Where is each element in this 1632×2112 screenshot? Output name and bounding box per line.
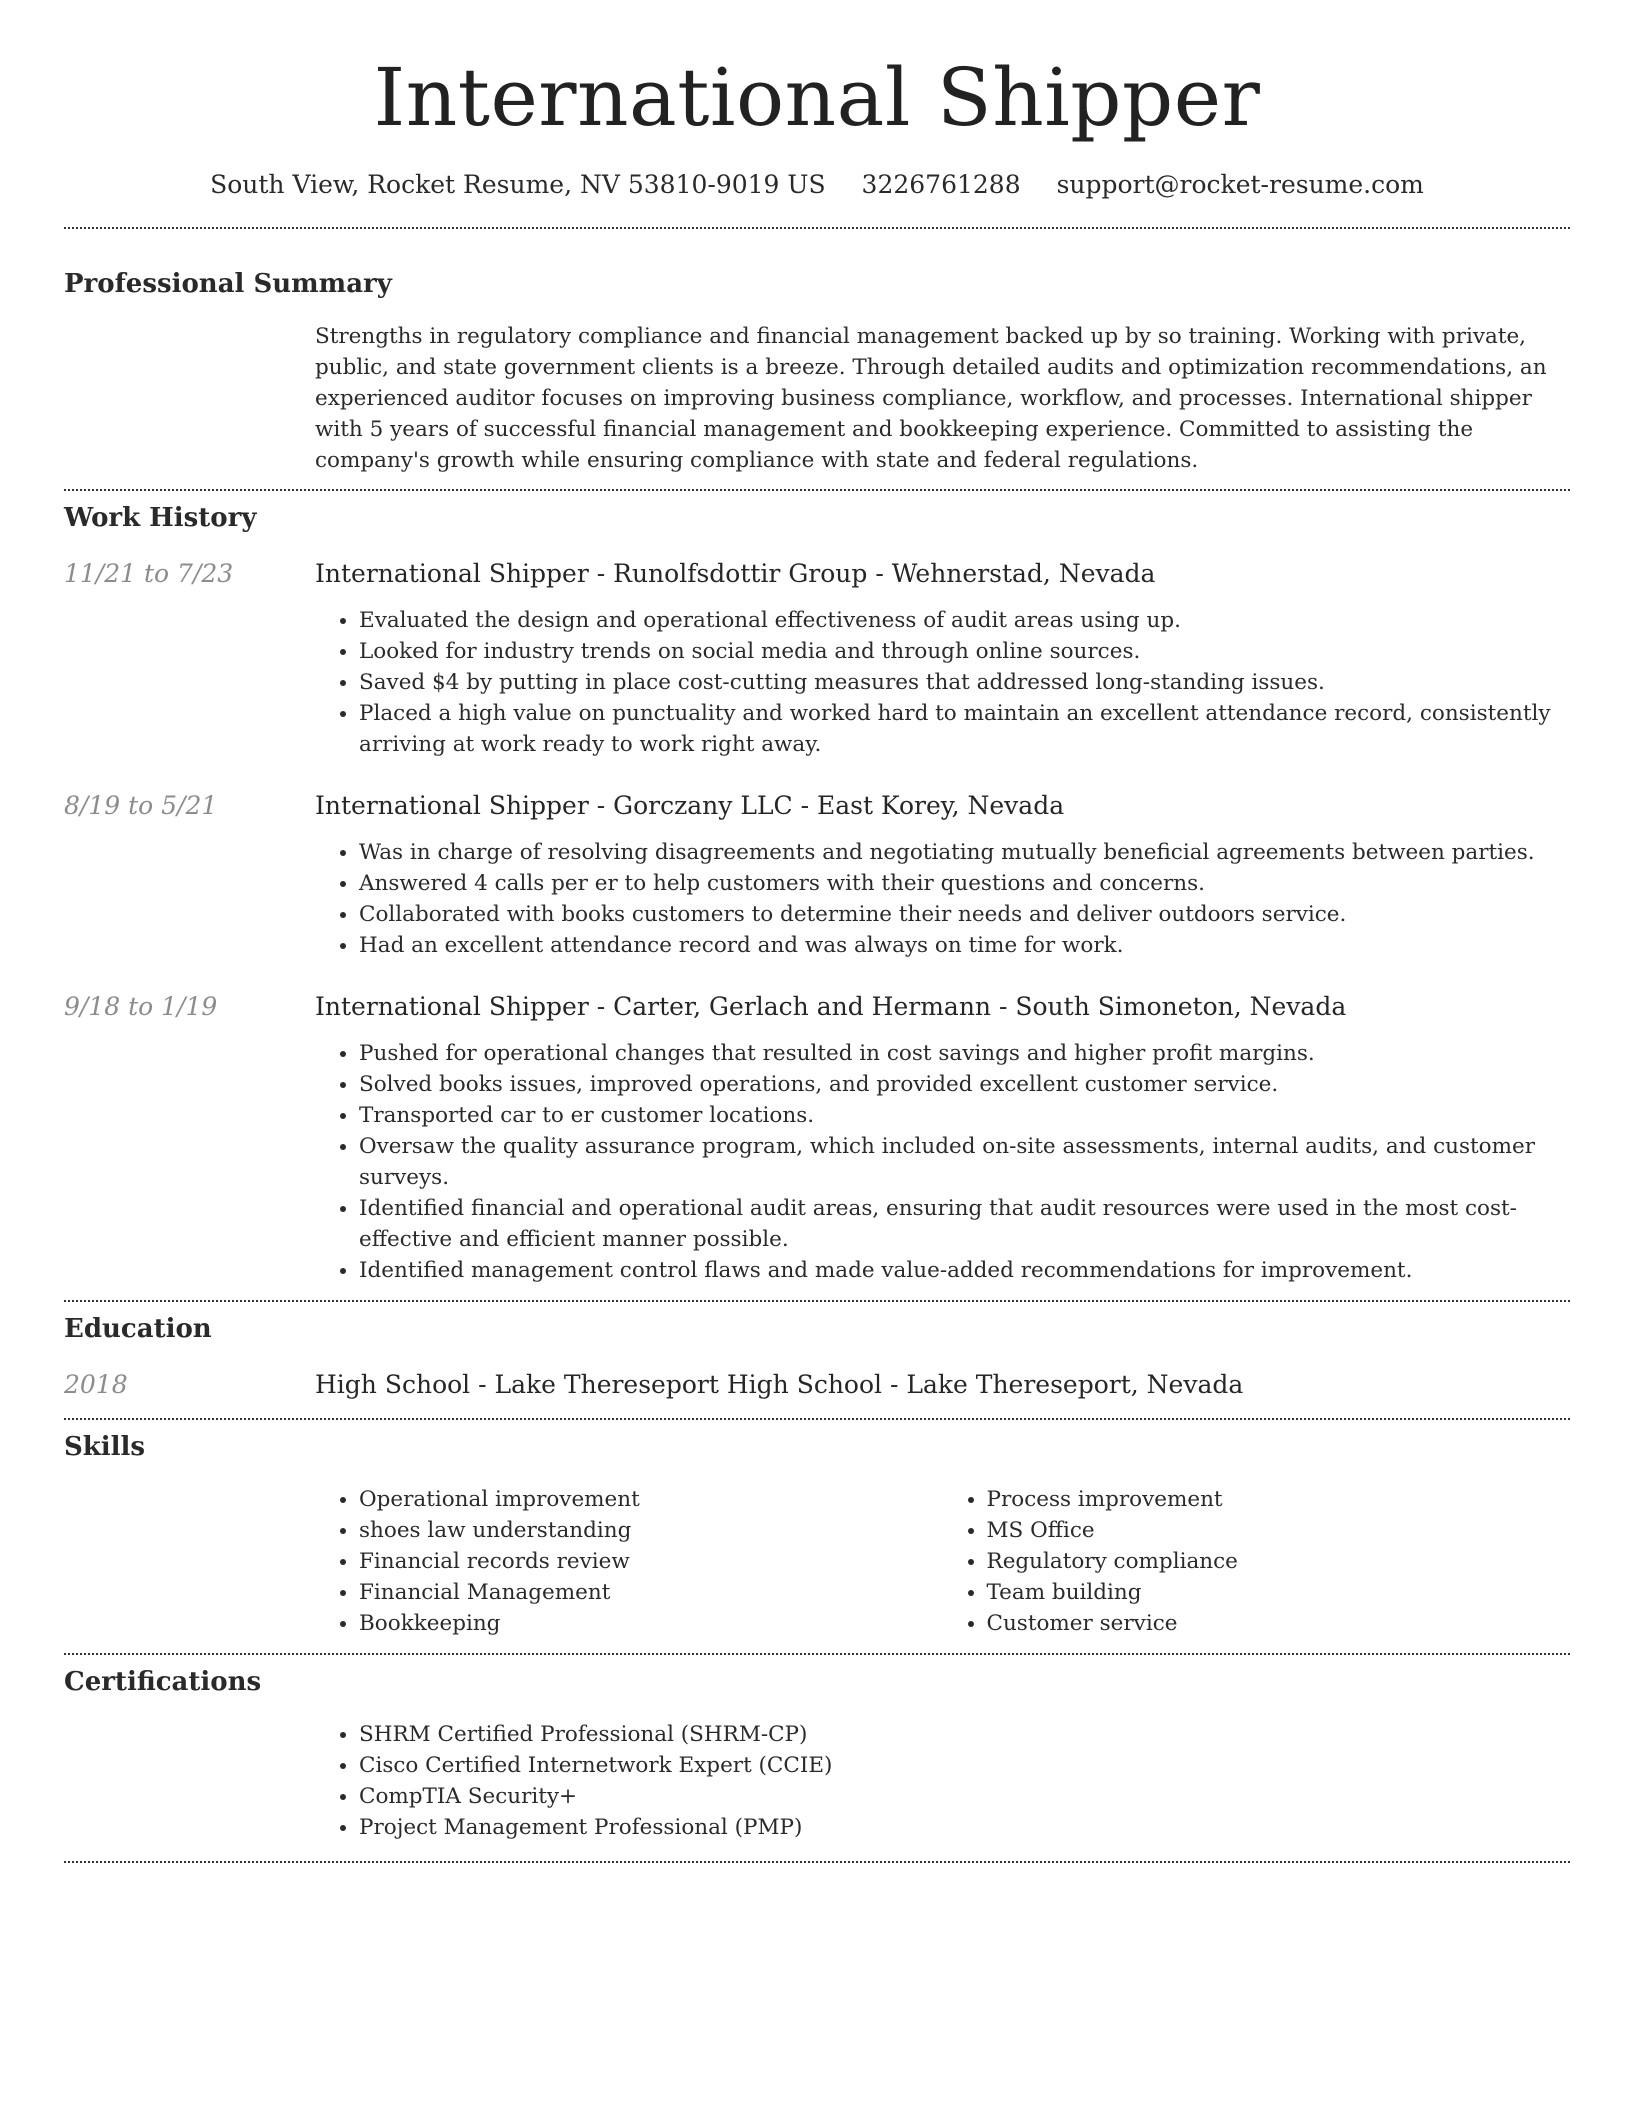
divider: [64, 1653, 1570, 1655]
list-item: • Pushed for operational changes that resulted in cost savings and higher profit margins.: [359, 1038, 1570, 1069]
list-item: • Project Management Professional (PMP): [359, 1812, 1570, 1843]
education-entry: [64, 1368, 1570, 1402]
list-item: • Answered 4 calls per er to help customers with their questions and concerns.: [359, 868, 1570, 899]
job-heading: International Shipper - Gorczany LLC - East Korey, Nevada: [315, 791, 1065, 820]
skills-list-right: [943, 1484, 1571, 1639]
skills-list-left: [315, 1484, 943, 1639]
list-item: • Financial Management: [359, 1577, 943, 1608]
job-details: [315, 990, 1570, 1286]
list-item: • Identified management control flaws and made value-added recommendations for improvement.: [359, 1255, 1570, 1286]
certifications-title: Certifications: [64, 1667, 262, 1697]
list-item: • Team building: [987, 1577, 1571, 1608]
divider: [64, 1418, 1570, 1420]
list-item: • Financial records review: [359, 1546, 943, 1577]
list-item: • MS Office: [987, 1515, 1571, 1546]
job-entry: [64, 990, 1570, 1286]
list-item: • Placed a high value on punctuality and worked hard to maintain an excellent attendance record, consistently arriving at work ready to work right away.: [359, 698, 1570, 760]
job-heading: International Shipper - Carter, Gerlach and Hermann - South Simoneton, Nevada: [315, 992, 1347, 1021]
list-item: • Oversaw the quality assurance program, which included on-site assessments, internal audits, and customer surveys.: [359, 1131, 1570, 1193]
certifications-list: [315, 1719, 1570, 1843]
list-item: • Solved books issues, improved operations, and provided excellent customer service.: [359, 1069, 1570, 1100]
list-item: • Was in charge of resolving disagreements and negotiating mutually beneficial agreements between parties.: [359, 837, 1570, 868]
job-details: [315, 557, 1570, 760]
list-item: • Looked for industry trends on social media and through online sources.: [359, 636, 1570, 667]
divider: [64, 489, 1570, 491]
list-item: • Bookkeeping: [359, 1608, 943, 1639]
list-item: • Saved $4 by putting in place cost-cutting measures that addressed long-standing issues.: [359, 667, 1570, 698]
certifications-section: [64, 1667, 1570, 1843]
job-entry: [64, 789, 1570, 961]
education-year: 2018: [64, 1370, 128, 1399]
education-details: [315, 1368, 1570, 1402]
list-item: • Regulatory compliance: [987, 1546, 1571, 1577]
list-item: • Transported car to er customer locations.: [359, 1100, 1570, 1131]
list-item: • Cisco Certified Internetwork Expert (CCIE): [359, 1750, 1570, 1781]
job-bullets: [315, 837, 1570, 961]
summary-section: [64, 269, 1570, 476]
work-history-section: [64, 503, 1570, 1286]
job-dates: 11/21 to 7/23: [64, 559, 234, 588]
skills-columns: [315, 1484, 1570, 1639]
candidate-name: International Shipper: [373, 51, 1261, 144]
contact-email: support@rocket-resume.com: [1056, 170, 1424, 199]
divider: [64, 1300, 1570, 1302]
contact-line: [64, 170, 1570, 199]
list-item: • Had an excellent attendance record and was always on time for work.: [359, 930, 1570, 961]
skills-section: [64, 1432, 1570, 1639]
job-heading: International Shipper - Runolfsdottir Group - Wehnerstad, Nevada: [315, 559, 1156, 588]
contact-phone: 3226761288: [861, 170, 1021, 199]
divider: [64, 227, 1570, 229]
list-item: • Process improvement: [987, 1484, 1571, 1515]
list-item: • Collaborated with books customers to determine their needs and deliver outdoors service.: [359, 899, 1570, 930]
contact-address: South View, Rocket Resume, NV 53810-9019 US: [210, 170, 826, 199]
job-dates: 9/18 to 1/19: [64, 992, 218, 1021]
job-dates: 8/19 to 5/21: [64, 791, 218, 820]
list-item: • Identified financial and operational audit areas, ensuring that audit resources were used in the most cost-effective and efficient manner possible.: [359, 1193, 1570, 1255]
job-entry: [64, 557, 1570, 760]
work-history-title: Work History: [64, 503, 257, 533]
list-item: • CompTIA Security+: [359, 1781, 1570, 1812]
education-title: Education: [64, 1314, 212, 1344]
list-item: • Customer service: [987, 1608, 1571, 1639]
job-details: [315, 789, 1570, 961]
certifications-list-wrap: [315, 1719, 1570, 1843]
list-item: • SHRM Certified Professional (SHRM-CP): [359, 1719, 1570, 1750]
summary-title: Professional Summary: [64, 269, 392, 299]
resume-page: [64, 0, 1570, 1863]
job-bullets: [315, 1038, 1570, 1286]
list-item: • Evaluated the design and operational effectiveness of audit areas using up.: [359, 605, 1570, 636]
education-section: [64, 1314, 1570, 1402]
skills-title: Skills: [64, 1432, 146, 1462]
divider: [64, 1861, 1570, 1863]
education-heading: High School - Lake Thereseport High School - Lake Thereseport, Nevada: [315, 1370, 1244, 1399]
summary-text: Strengths in regulatory compliance and financial management backed up by so training. Working with private, public, and state government clients is a breeze. Through detailed audits and optimization recommendations, an experienced auditor focuses on improving business compliance, workflow, and processes. International shipper with 5 years of successful financial management and bookkeeping experience. Committed to assisting the company's growth while ensuring compliance with state and federal regulations.: [315, 324, 1547, 473]
job-bullets: [315, 605, 1570, 760]
list-item: • shoes law understanding: [359, 1515, 943, 1546]
list-item: • Operational improvement: [359, 1484, 943, 1515]
